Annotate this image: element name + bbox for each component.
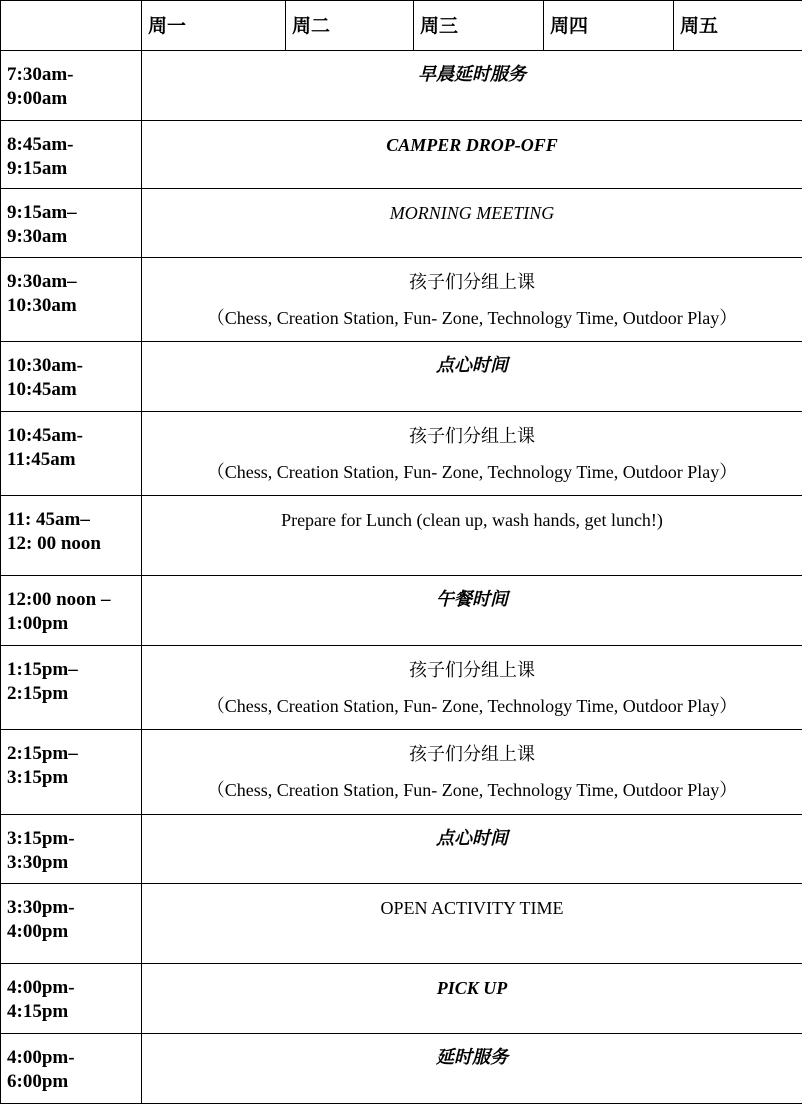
activity-title: 延时服务 <box>436 1047 508 1068</box>
time-cell <box>1 412 142 496</box>
time-cell <box>1 1034 142 1104</box>
activity-cell <box>142 576 802 646</box>
activity-title: 点心时间 <box>436 828 508 849</box>
time-end: 9:00am <box>7 88 68 109</box>
time-start: 10:45am- <box>7 425 83 446</box>
time-end: 4:15pm <box>7 1001 69 1022</box>
activity-cell <box>142 121 802 189</box>
activity-title: PICK UP <box>436 978 508 998</box>
header-row <box>1 1 802 51</box>
day-header-wed: 周三 <box>414 1 544 51</box>
schedule-row <box>1 646 802 730</box>
schedule-row <box>1 964 802 1034</box>
time-start: 7:30am- <box>7 64 74 85</box>
activity-cell <box>142 730 802 815</box>
time-cell <box>1 646 142 730</box>
activity-cell <box>142 342 802 412</box>
schedule-row <box>1 884 802 964</box>
time-cell <box>1 189 142 258</box>
time-end: 9:30am <box>7 226 68 247</box>
time-cell <box>1 51 142 121</box>
time-end: 3:15pm <box>7 767 69 788</box>
activity-cell <box>142 646 802 730</box>
schedule-row <box>1 496 802 576</box>
header-corner-cell <box>1 1 142 51</box>
activity-cell <box>142 258 802 342</box>
schedule-row <box>1 1034 802 1104</box>
activity-title: 孩子们分组上课 <box>409 426 535 446</box>
time-start: 9:30am– <box>7 271 77 292</box>
activity-title: 午餐时间 <box>436 589 508 610</box>
activity-details: （Chess, Creation Station, Fun- Zone, Technology Time, Outdoor Play） <box>206 696 738 716</box>
activity-details: （Chess, Creation Station, Fun- Zone, Technology Time, Outdoor Play） <box>206 780 738 800</box>
time-start: 3:30pm- <box>7 897 75 918</box>
activity-cell <box>142 815 802 884</box>
time-start: 2:15pm– <box>7 743 78 764</box>
schedule-row <box>1 815 802 884</box>
time-cell <box>1 121 142 189</box>
schedule-row <box>1 412 802 496</box>
activity-details: （Chess, Creation Station, Fun- Zone, Technology Time, Outdoor Play） <box>206 308 738 328</box>
activity-cell <box>142 1034 802 1104</box>
schedule-row <box>1 51 802 121</box>
day-header-tue: 周二 <box>286 1 414 51</box>
time-end: 11:45am <box>7 449 76 470</box>
time-end: 10:30am <box>7 295 77 316</box>
activity-title: CAMPER DROP-OFF <box>386 135 558 155</box>
day-header-thu: 周四 <box>544 1 674 51</box>
time-end: 6:00pm <box>7 1071 69 1092</box>
time-cell <box>1 730 142 815</box>
activity-title: 孩子们分组上课 <box>409 660 535 680</box>
schedule-row <box>1 576 802 646</box>
day-header-mon: 周一 <box>142 1 286 51</box>
time-end: 4:00pm <box>7 921 69 942</box>
time-end: 10:45am <box>7 379 77 400</box>
time-start: 9:15am– <box>7 202 77 223</box>
time-start: 8:45am- <box>7 134 74 155</box>
time-cell <box>1 258 142 342</box>
time-cell <box>1 884 142 964</box>
time-cell <box>1 815 142 884</box>
activity-title: 孩子们分组上课 <box>409 744 535 764</box>
time-start: 10:30am- <box>7 355 83 376</box>
activity-title: MORNING MEETING <box>389 203 555 223</box>
activity-title: 早晨延时服务 <box>418 64 526 85</box>
activity-title: 孩子们分组上课 <box>409 272 535 292</box>
time-end: 9:15am <box>7 158 68 179</box>
time-end: 1:00pm <box>7 613 69 634</box>
schedule-row <box>1 121 802 189</box>
time-end: 3:30pm <box>7 852 69 873</box>
schedule-row <box>1 258 802 342</box>
time-cell <box>1 496 142 576</box>
time-start: 11: 45am– <box>7 509 90 530</box>
time-cell <box>1 576 142 646</box>
activity-cell <box>142 884 802 964</box>
activity-cell <box>142 496 802 576</box>
time-start: 12:00 noon – <box>7 589 111 610</box>
time-end: 2:15pm <box>7 683 69 704</box>
time-end: 12: 00 noon <box>7 533 101 554</box>
activity-title: Prepare for Lunch (clean up, wash hands, get lunch!) <box>281 510 663 530</box>
activity-cell <box>142 412 802 496</box>
activity-title: 点心时间 <box>436 355 508 376</box>
time-start: 4:00pm- <box>7 1047 75 1068</box>
time-start: 4:00pm- <box>7 977 75 998</box>
activity-details: （Chess, Creation Station, Fun- Zone, Technology Time, Outdoor Play） <box>206 462 738 482</box>
schedule-row <box>1 342 802 412</box>
schedule-row <box>1 189 802 258</box>
time-start: 1:15pm– <box>7 659 78 680</box>
time-start: 3:15pm- <box>7 828 75 849</box>
activity-cell <box>142 51 802 121</box>
time-cell <box>1 964 142 1034</box>
schedule-row <box>1 730 802 815</box>
activity-cell <box>142 964 802 1034</box>
day-header-fri: 周五 <box>674 1 802 51</box>
activity-cell <box>142 189 802 258</box>
activity-title: OPEN ACTIVITY TIME <box>380 898 564 918</box>
time-cell <box>1 342 142 412</box>
